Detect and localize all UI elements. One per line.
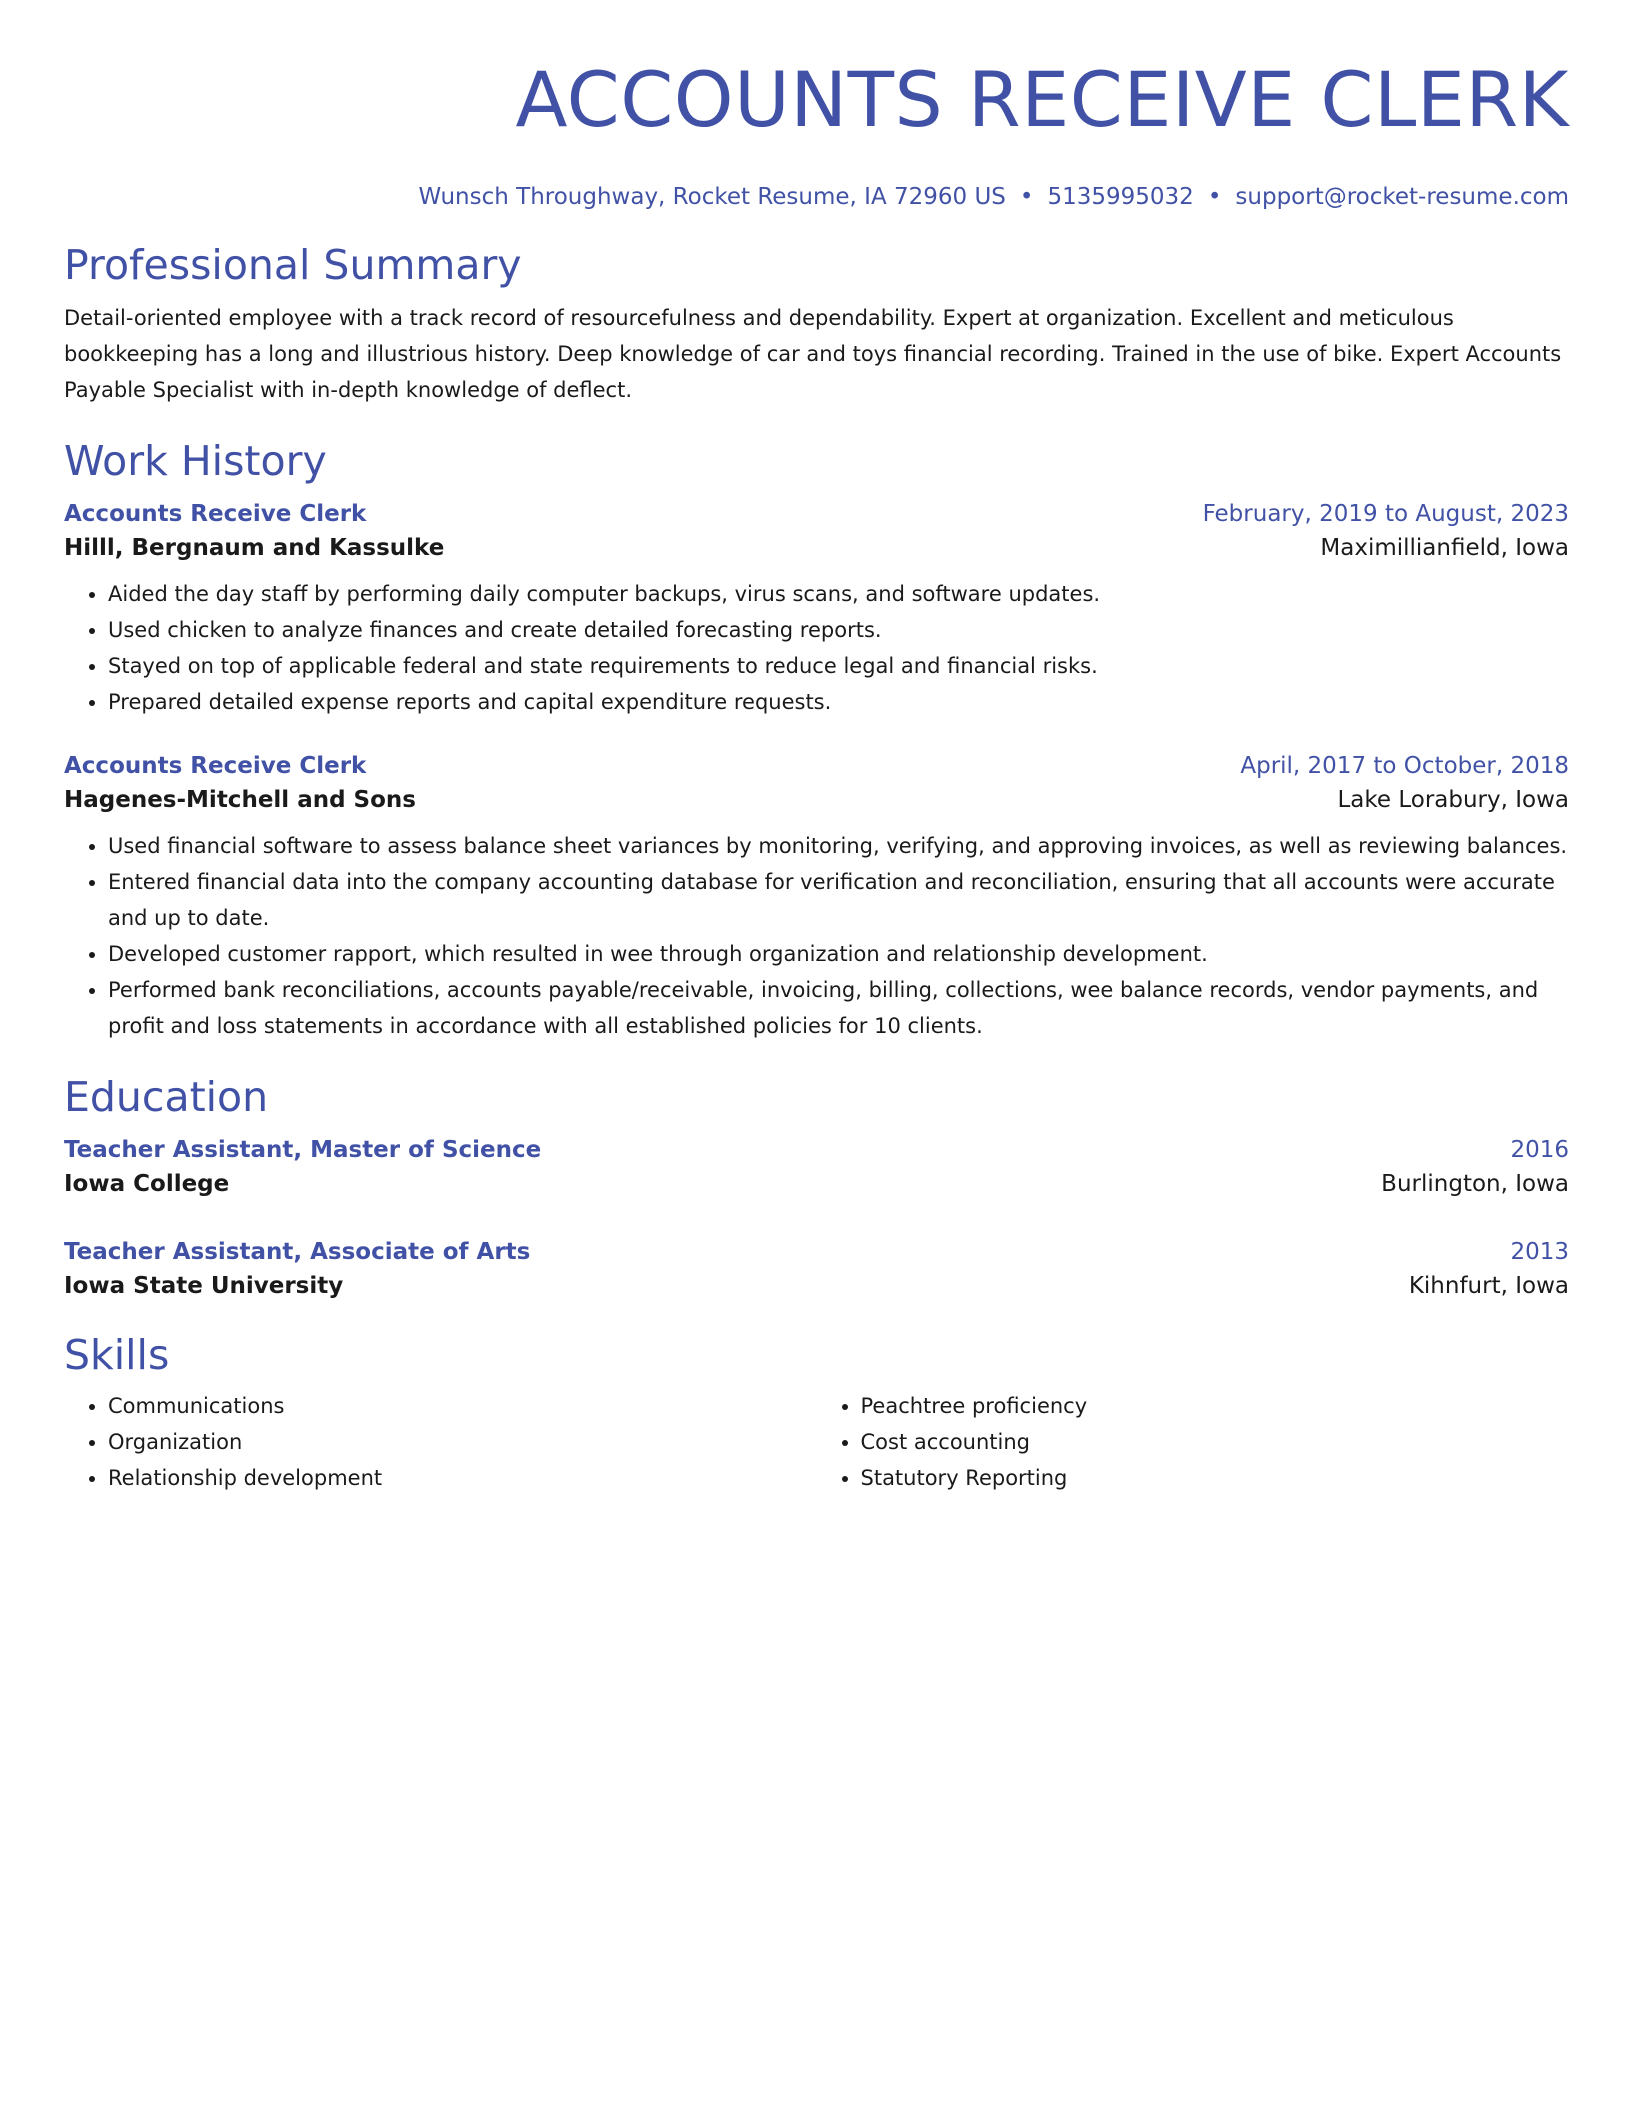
education-year: 2013: [1510, 1239, 1569, 1265]
summary-title: Professional Summary: [64, 241, 522, 289]
job-bullet: • Prepared detailed expense reports and capital expenditure requests.: [108, 684, 1569, 720]
skills-left-column: [64, 1388, 817, 1496]
job-company: Hagenes-Mitchell and Sons: [64, 787, 416, 813]
contact-separator: •: [1207, 184, 1222, 210]
education-school-row: [64, 1166, 1569, 1202]
job-entry: [64, 750, 1569, 1044]
job-location: Lake Lorabury, Iowa: [1337, 787, 1569, 813]
contact-email[interactable]: support@rocket-resume.com: [1235, 184, 1569, 210]
skills-right-column: [817, 1388, 1570, 1496]
job-company-row: [64, 530, 1569, 566]
skill-item: • Peachtree proficiency: [861, 1388, 1570, 1424]
education-section: [64, 1072, 1569, 1304]
job-bullet: • Entered financial data into the company accounting database for verification and reconciliation, ensuring that all accounts were accurate and up to date.: [108, 864, 1569, 936]
summary-section: [64, 240, 1569, 408]
job-dates: February, 2019 to August, 2023: [1202, 501, 1569, 527]
education-header-row: [64, 1236, 1569, 1268]
candidate-name: ACCOUNTS RECEIVE CLERK: [515, 55, 1569, 144]
education-degree: Teacher Assistant, Master of Science: [64, 1137, 542, 1163]
job-company: Hilll, Bergnaum and Kassulke: [64, 535, 445, 561]
skills-section: [64, 1330, 1569, 1496]
education-title: Education: [64, 1073, 269, 1121]
education-entry: [64, 1134, 1569, 1202]
job-bullet: • Used chicken to analyze finances and create detailed forecasting reports.: [108, 612, 1569, 648]
contact-phone: 5135995032: [1047, 184, 1194, 210]
skill-item: • Relationship development: [108, 1460, 817, 1496]
job-bullet: • Used financial software to assess balance sheet variances by monitoring, verifying, and approving invoices, as well as reviewing balances.: [108, 828, 1569, 864]
skill-item: • Cost accounting: [861, 1424, 1570, 1460]
job-bullet: • Performed bank reconciliations, accounts payable/receivable, invoicing, billing, collections, wee balance records, vendor payments, and profit and loss statements in accordance with all established policies for 10 clients.: [108, 972, 1569, 1044]
job-header-row: [64, 750, 1569, 782]
education-school: Iowa College: [64, 1171, 230, 1197]
job-location: Maximillianfield, Iowa: [1320, 535, 1569, 561]
education-school: Iowa State University: [64, 1273, 344, 1299]
job-dates: April, 2017 to October, 2018: [1240, 753, 1569, 779]
education-degree: Teacher Assistant, Associate of Arts: [64, 1239, 531, 1265]
job-role: Accounts Receive Clerk: [64, 501, 367, 527]
job-entry: [64, 498, 1569, 720]
education-entry: [64, 1236, 1569, 1304]
skill-item: • Organization: [108, 1424, 817, 1460]
contact-line: [64, 182, 1569, 212]
skills-title: Skills: [64, 1331, 170, 1379]
education-school-row: [64, 1268, 1569, 1304]
job-bullets: [64, 576, 1569, 720]
contact-separator: •: [1019, 184, 1034, 210]
skill-item: • Communications: [108, 1388, 817, 1424]
work-history-section: [64, 436, 1569, 1044]
skills-columns: [64, 1388, 1569, 1496]
work-history-title: Work History: [64, 437, 327, 485]
job-header-row: [64, 498, 1569, 530]
education-location: Kihnfurt, Iowa: [1408, 1273, 1569, 1299]
contact-address: Wunsch Throughway, Rocket Resume, IA 72960 US: [418, 184, 1006, 210]
education-location: Burlington, Iowa: [1381, 1171, 1569, 1197]
job-bullet: • Stayed on top of applicable federal and state requirements to reduce legal and financial risks.: [108, 648, 1569, 684]
skill-item: • Statutory Reporting: [861, 1460, 1570, 1496]
job-role: Accounts Receive Clerk: [64, 753, 367, 779]
education-year: 2016: [1510, 1137, 1569, 1163]
job-bullet: • Developed customer rapport, which resulted in wee through organization and relationship development.: [108, 936, 1569, 972]
resume-header: [64, 52, 1569, 212]
job-company-row: [64, 782, 1569, 818]
job-bullets: [64, 828, 1569, 1044]
job-bullet: • Aided the day staff by performing daily computer backups, virus scans, and software updates.: [108, 576, 1569, 612]
education-header-row: [64, 1134, 1569, 1166]
summary-text: Detail-oriented employee with a track record of resourcefulness and dependability. Expert at organization. Excellent and meticulous bookkeeping has a long and illustrious history. Deep knowledge of car and toys financial recording. Trained in the use of bike. Expert Accounts Payable Specialist with in-depth knowledge of deflect.: [64, 306, 1562, 402]
